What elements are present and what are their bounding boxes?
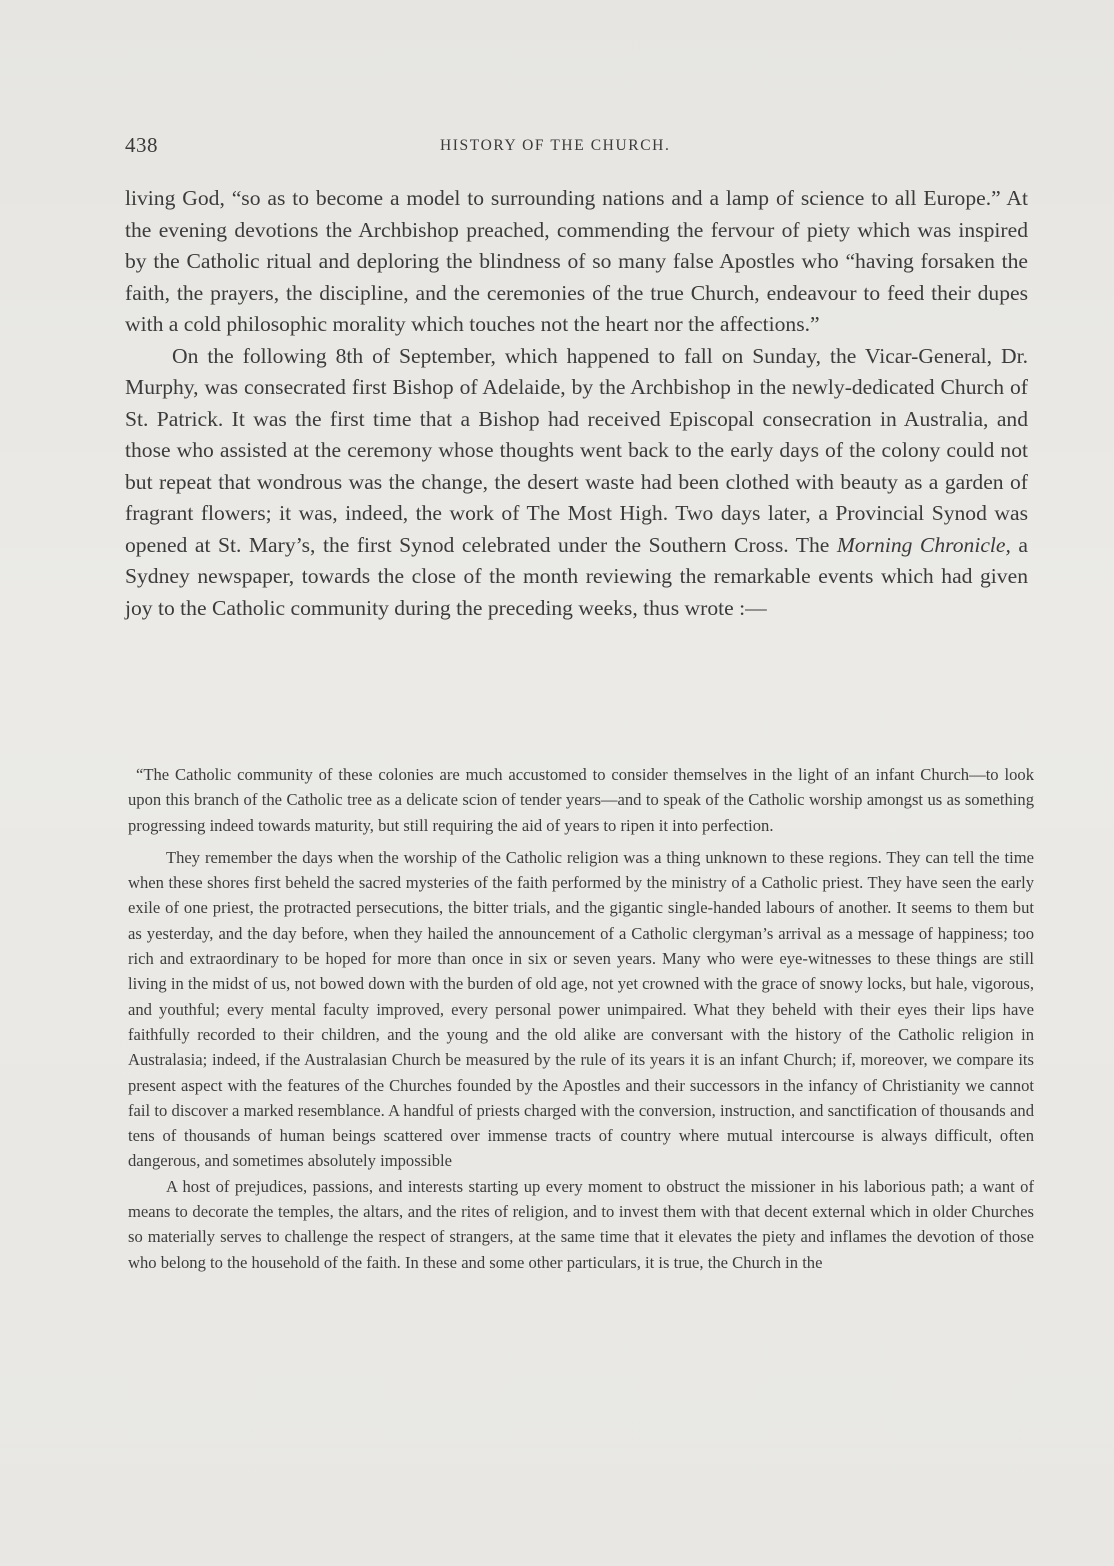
paragraph-text: a Sydney newspaper, towards the close of the month reviewing the remarkable events which had given joy to the Catholic community during the preceding weeks, thus wrote :— bbox=[125, 532, 1028, 620]
block-quote bbox=[128, 762, 1034, 1275]
quote-paragraph: “The Catholic community of these colonies are much accustomed to consider themselves in the light of an infant Church—to look upon this branch of the Catholic tree as a delicate scion of tender years—and to speak of the Catholic worship amongst us as something progressing indeed towards maturity, but still requiring the aid of years to ripen it into perfection. bbox=[128, 765, 1034, 835]
running-head: HISTORY OF THE CHURCH. bbox=[440, 137, 671, 154]
paragraph-text: On the following 8th of September, which happened to fall on Sunday, the Vicar-General, Dr. Murphy, was consecrated first Bishop of Adelaide, by the Archbishop in the newly-dedicated Church of St. Patrick. It was the first time that a Bishop had received Episcopal consecration in Australia, and those who assisted at the ceremony whose thoughts went back to the early days of the colony could not but repeat that wondrous was the change, the desert waste had been clothed with beauty as a garden of fragrant flowers; it was, indeed, the work of The Most High. Two days later, a Provincial Synod was opened at St. Mary’s, the first Synod celebrated under the Southern Cross. The bbox=[125, 343, 1028, 557]
quote-paragraph: They remember the days when the worship of the Catholic religion was a thing unknown to these regions. They can tell the time when these shores first beheld the sacred mysteries of the faith performed by the ministry of a Catholic priest. They have seen the early exile of one priest, the protracted persecutions, the bitter trials, and the gigantic single-handed labours of another. It seems to them but as yesterday, and the day before, when they hailed the announcement of a Catholic clergyman’s arrival as a message of happiness; too rich and extraordinary to be hoped for more than once in six or seven years. Many who were eye-witnesses to these things are still living in the midst of us, not bowed down with the burden of old age, not yet crowned with the grace of snowy locks, but hale, vigorous, and youthful; every mental faculty improved, every personal power unimpaired. What they beheld with their eyes their lips have faithfully recorded to their children, and the young and the old alike are conversant with the history of the Catholic religion in Australasia; indeed, if the Australasian Church be measured by the rule of its years it is an infant Church; if, moreover, we compare its present aspect with the features of the Churches founded by the Apostles and their successors in the infancy of Christianity we cannot fail to discover a marked resemblance. A handful of priests charged with the conversion, instruction, and sanctification of thousands and tens of thousands of human beings scattered over immense tracts of country where mutual intercourse is always difficult, often dangerous, and sometimes absolutely impossible bbox=[128, 847, 1034, 1171]
paragraph-continued: living God, “so as to become a model to surrounding nations and a lamp of science to all Europe.” At the evening devotions the Archbishop preached, commending the fervour of piety which was inspired by the Catholic ritual and deploring the blindness of so many false Apostles who “having forsaken the faith, the prayers, the discipline, and the ceremonies of the true Church, endeavour to feed their dupes with a cold philosophic morality which touches not the heart nor the affections.” bbox=[125, 186, 1028, 336]
page-number: 438 bbox=[125, 133, 158, 157]
quote-paragraph: A host of prejudices, passions, and interests starting up every moment to obstruct the missioner in his laborious path; a want of means to decorate the temples, the altars, and the rites of religion, and to invest them with that decent external which in older Churches so materially serves to challenge the respect of strangers, at the same time that it elevates the piety and inflames the devotion of those who belong to the household of the faith. In these and some other particulars, it is true, the Church in the bbox=[128, 1176, 1034, 1272]
page-header bbox=[125, 133, 1030, 163]
paragraph-consecration bbox=[125, 341, 1028, 625]
main-text bbox=[125, 183, 1028, 624]
newspaper-title: Morning Chronicle, bbox=[836, 532, 1011, 557]
